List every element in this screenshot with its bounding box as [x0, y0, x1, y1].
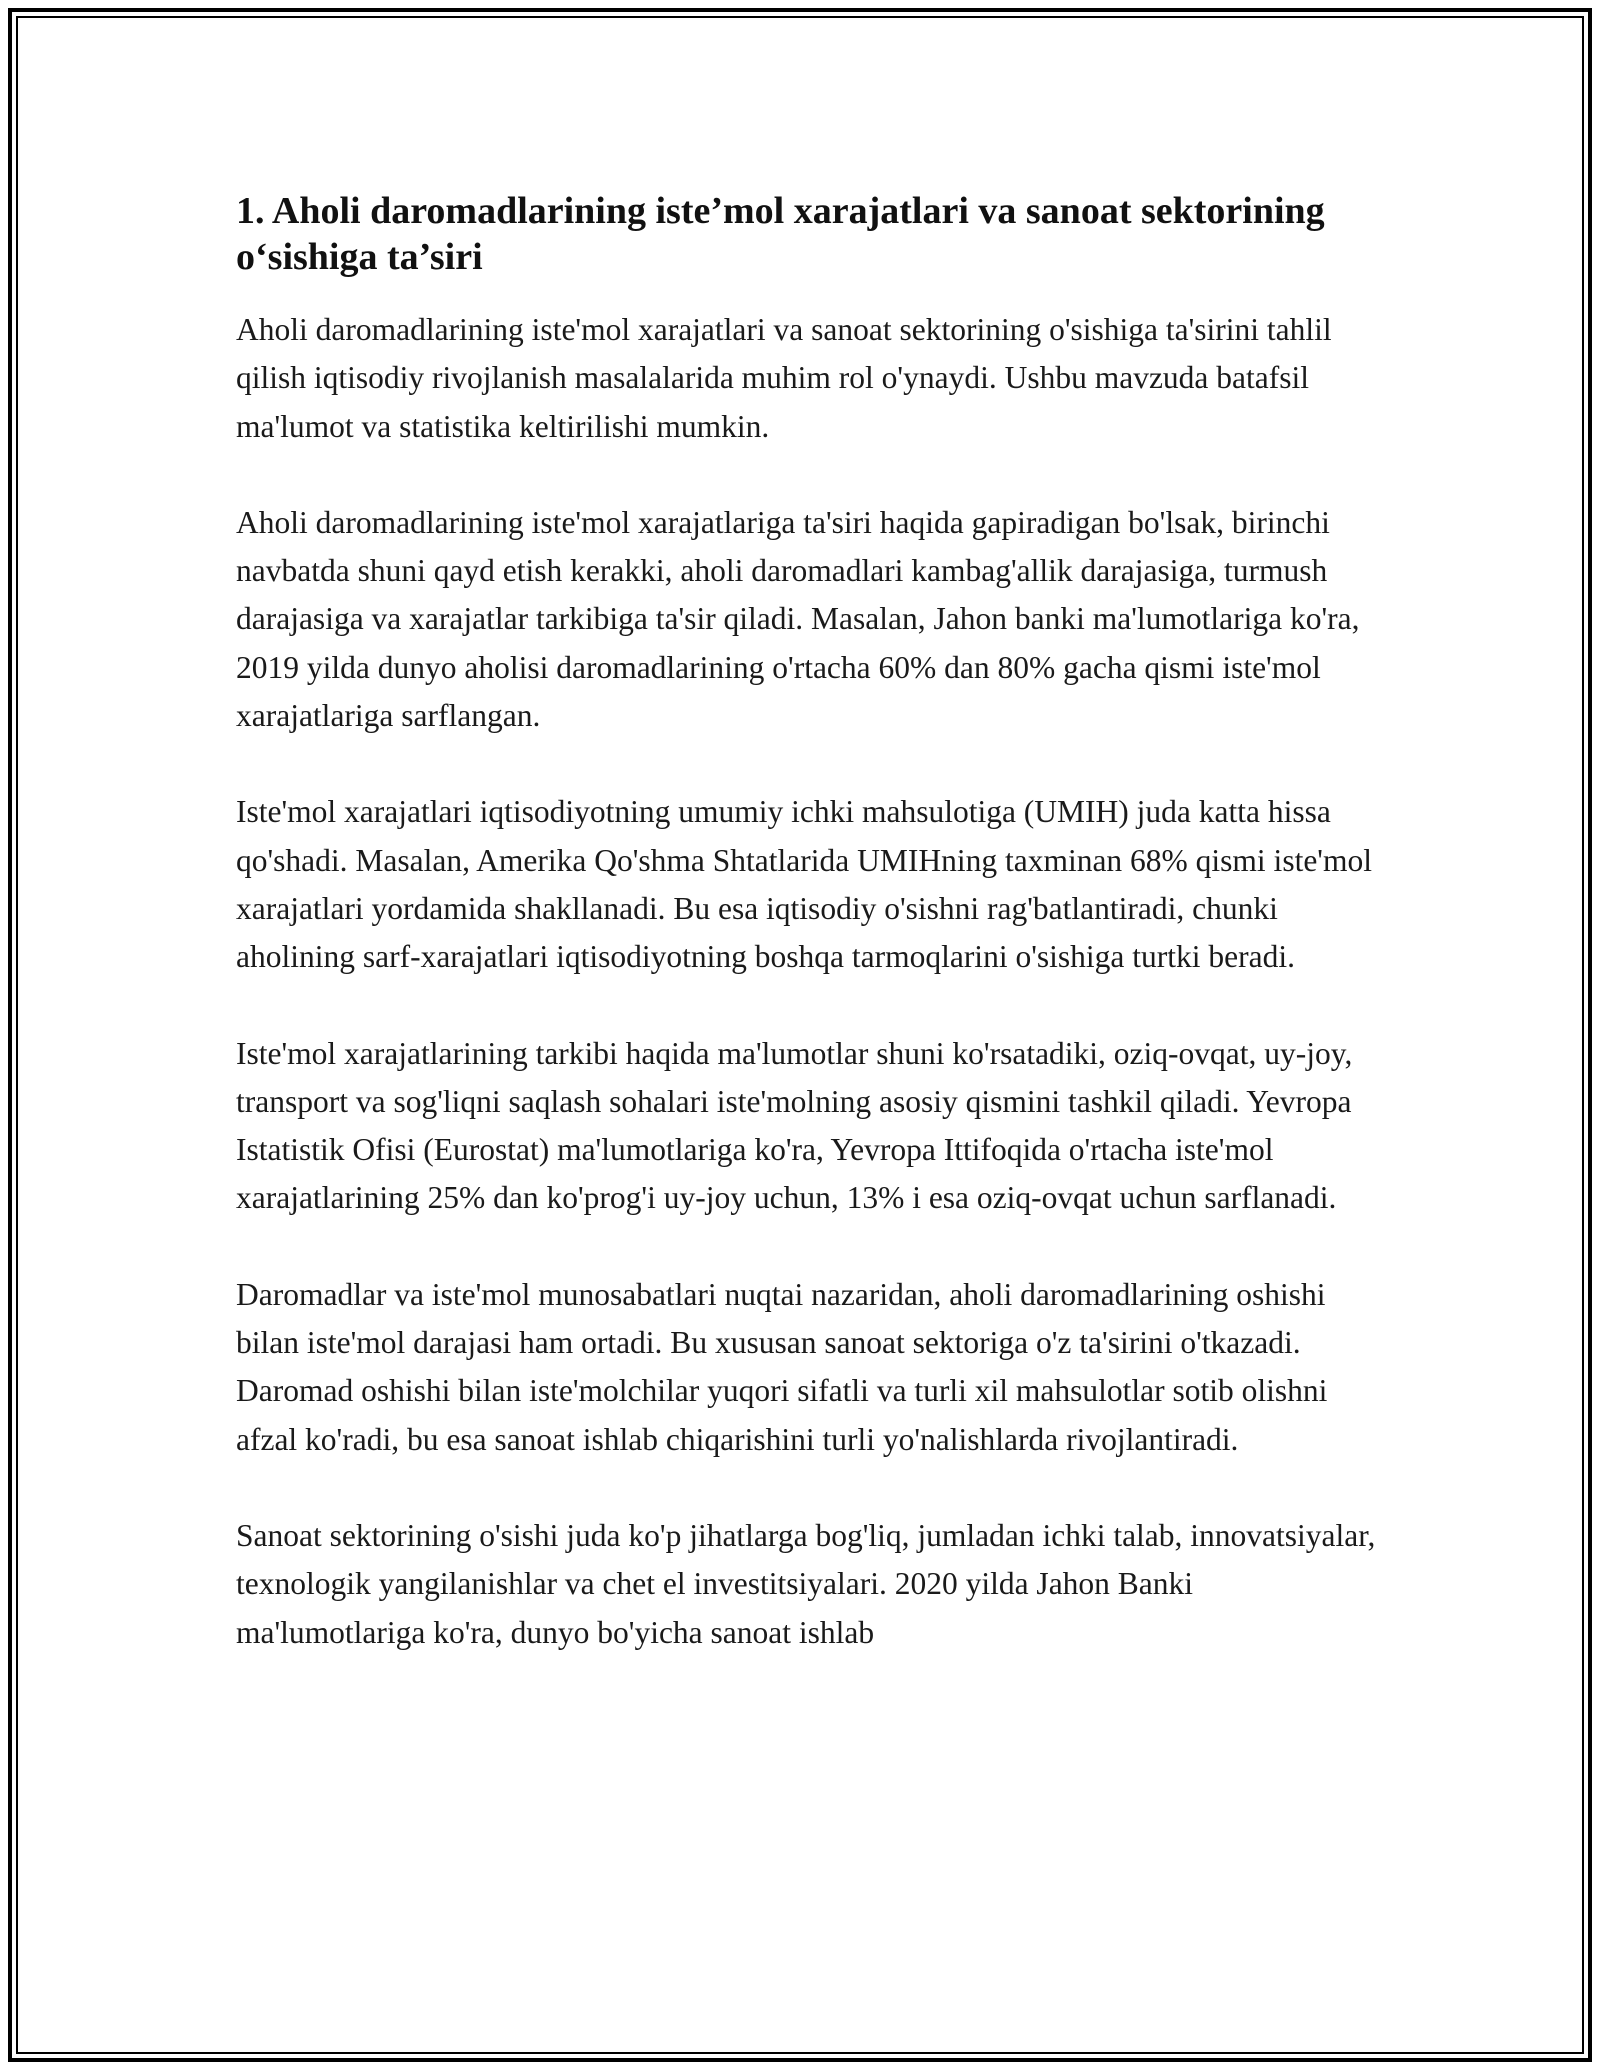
paragraph-industry-growth: Sanoat sektorining o'sishi juda ko'p jihatlarga bog'liq, jumladan ichki talab, innovatsiyalar, texnologik yangilanishlar va chet el investitsiyalari. 2020 yilda Jahon Banki ma'lumotlariga ko'ra, dunyo bo'yicha sanoat ishlab: [236, 1517, 1376, 1650]
paragraph-income-effect: Aholi daromadlarining iste'mol xarajatlariga ta'siri haqida gapiradigan bo'lsak, birinchi navbatda shuni qayd etish kerakki, aholi daromadlari kambag'allik darajasiga, turmush darajasiga va xarajatlar tarkibiga ta'sir qiladi. Masalan, Jahon banki ma'lumotlariga ko'ra, 2019 yilda dunyo aholisi daromadlarining o'rtacha 60% dan 80% gacha qismi iste'mol xarajatlariga sarflangan.: [236, 504, 1360, 734]
paragraph-consumption-structure: Iste'mol xarajatlarining tarkibi haqida ma'lumotlar shuni ko'rsatadiki, oziq-ovqat, uy-joy, transport va sog'liqni saqlash sohalari iste'molning asosiy qismini tashkil qiladi. Yevropa Istatistik Ofisi (Eurostat) ma'lumotlariga ko'ra, Yevropa Ittifoqida o'rtacha iste'mol xarajatlarining 25% dan ko'prog'i uy-joy uchun, 13% i esa oziq-ovqat uchun sarflanadi.: [236, 1035, 1353, 1216]
section-heading: 1. Aholi daromadlarining iste’mol xarajatlari va sanoat sektorining o‘sishiga ta’siri: [236, 190, 1325, 278]
document-body: [236, 188, 1376, 1705]
paragraph-intro: Aholi daromadlarining iste'mol xarajatlari va sanoat sektorining o'sishiga ta'sirini tahlil qilish iqtisodiy rivojlanish masalalarida muhim rol o'ynaydi. Ushbu mavzuda batafsil ma'lumot va statistika keltirilishi mumkin.: [236, 312, 1332, 444]
paragraph-gdp-contribution: Iste'mol xarajatlari iqtisodiyotning umumiy ichki mahsulotiga (UMIH) juda katta hissa qo'shadi. Masalan, Amerika Qo'shma Shtatlarida UMIHning taxminan 68% qismi iste'mol xarajatlari yordamida shakllanadi. Bu esa iqtisodiy o'sishni rag'batlantiradi, chunki aholining sarf-xarajatlari iqtisodiyotning boshqa tarmoqlarini o'sishiga turtki beradi.: [236, 794, 1372, 975]
paragraph-income-consumption: Daromadlar va iste'mol munosabatlari nuqtai nazaridan, aholi daromadlarining oshishi bilan iste'mol darajasi ham ortadi. Bu xususan sanoat sektoriga o'z ta'sirini o'tkazadi. Daromad oshishi bilan iste'molchilar yuqori sifatli va turli xil mahsulotlar sotib olishni afzal ko'radi, bu esa sanoat ishlab chiqarishini turli yo'nalishlarda rivojlantiradi.: [236, 1276, 1328, 1457]
